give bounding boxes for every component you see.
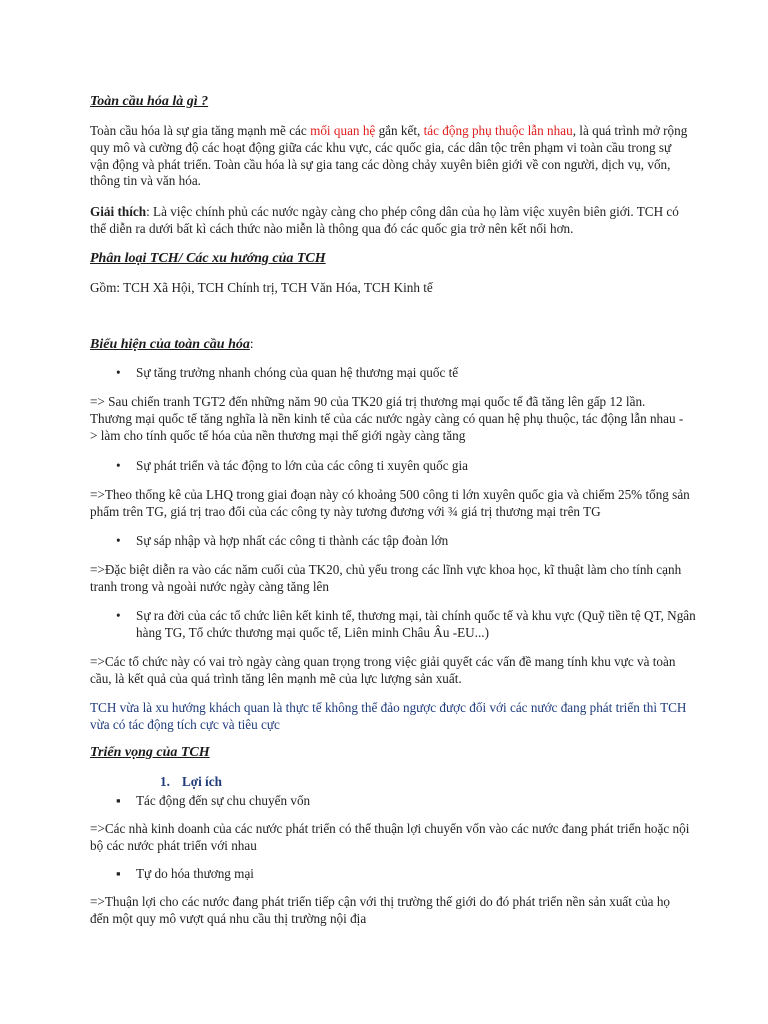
paragraph-xu-huong: TCH vừa là xu hướng khách quan là thực tế không thể đảo ngược được đối với các nước đang phát triển thì TCH vừa có tác động tích cực và tiêu cực (90, 700, 687, 732)
list-item-text: Sự phát triển và tác động to lớn của các công ti xuyên quốc gia (136, 458, 468, 473)
list-item-text: Tự do hóa thương mại (136, 866, 254, 881)
list-item-text: Sự ra đời của các tổ chức liên kết kinh tế, thương mại, tài chính quốc tế và khu vực (Quỹ tiền tệ QT, Ngân hàng TG, Tổ chức thương mại quốc tế, Liên minh Châu Âu -EU...) (136, 608, 696, 640)
list-item-text: Sự sáp nhập và hợp nhất các công ti thành các tập đoàn lớn (136, 533, 449, 548)
heading-bieu-hien: Biểu hiện của toàn cầu hóa (90, 337, 250, 352)
heading-toan-cau-hoa: Toàn cầu hóa là gì ? (90, 94, 209, 109)
paragraph-explanation (90, 204, 690, 238)
list-item-text: Tác động đến sự chu chuyển vốn (136, 793, 311, 808)
paragraph-gom: Gồm: TCH Xã Hội, TCH Chính trị, TCH Văn Hóa, TCH Kinh tế (90, 280, 433, 295)
paragraph-definition (90, 123, 690, 190)
paragraph-thuong-mai: => Sau chiến tranh TGT2 đến những năm 90 của TK20 giá trị thương mại quốc tế đã tăng lên gấp 12 lần. Thương mại quốc tế tăng nghĩa là nền kinh tế của các nước ngày càng có quan hệ phụ thuộc, tác động lẫn nhau -> làm cho tính quốc tế hóa của nền thương mại thế giới ngày càng tăng (90, 394, 684, 443)
list-item (116, 533, 696, 550)
text-segment: gắn kết, (375, 123, 424, 138)
list-item (116, 365, 696, 382)
explanation-text: : Là việc chính phủ các nước ngày càng cho phép công dân của họ làm việc xuyên biên giới. TCH có thể diễn ra dưới bất kì cách thức nào miễn là thông qua đó các quốc gia trở nên kết nối hơn. (90, 204, 679, 236)
bullet-icon: • (116, 458, 121, 473)
numbered-heading-text: Lợi ích (182, 774, 222, 789)
highlight-moi-quan-he: mối quan hệ (310, 123, 376, 138)
list-item-text: Sự tăng trưởng nhanh chóng của quan hệ thương mại quốc tế (136, 365, 459, 380)
paragraph-to-chuc: =>Các tổ chức này có vai trò ngày càng quan trọng trong việc giải quyết các vấn đề mang tính khu vực và toàn cầu, là kết quả của quá trình tăng lên mạnh mẽ của lực lượng sản xuất. (90, 654, 676, 686)
square-bullet-icon: ▪ (116, 793, 121, 808)
heading-colon: : (249, 336, 254, 351)
list-item (116, 793, 696, 810)
label-giai-thich: Giải thích (90, 204, 147, 219)
heading-phan-loai: Phân loại TCH/ Các xu hướng của TCH (90, 251, 326, 266)
paragraph-thuan-loi: =>Thuận lợi cho các nước đang phát triển tiếp cận với thị trường thế giới do đó phát triển nền sản xuất của họ đến một quy mô vượt quá nhu cầu thị trường nội địa (90, 894, 671, 926)
numbered-heading-loi-ich (160, 774, 222, 791)
text-segment: Toàn cầu hóa là sự gia tăng mạnh mẽ các (90, 123, 311, 138)
paragraph-dac-biet: =>Đặc biệt diễn ra vào các năm cuối của TK20, chủ yếu trong các lĩnh vực khoa học, kĩ thuật làm cho tính cạnh tranh trong và ngoài nước ngày càng tăng lên (90, 562, 682, 594)
square-bullet-icon: ▪ (116, 866, 121, 881)
list-item (116, 866, 696, 883)
text-segment: , là quá trình mở rộng quy mô và cường độ các hoạt động giữa các khu vực, các quốc gia, các dân tộc trên phạm vi toàn cầu trong sự vận động và phát triển. Toàn cầu hóa là sự gia tang các dòng chảy xuyên biên giới về con người, dịch vụ, vốn, thông tin và văn hóa. (90, 123, 688, 189)
bullet-icon: • (116, 608, 121, 623)
paragraph-chuyen-von: =>Các nhà kinh doanh của các nước phát triển có thể thuận lợi chuyển vốn vào các nước đang phát triển hoặc nội bộ các nước phát triển với nhau (90, 821, 690, 853)
paragraph-thong-ke: =>Theo thống kê của LHQ trong giai đoạn này có khoảng 500 công ti lớn xuyên quốc gia và chiếm 25% tổng sản phẩm trên TG, giá trị trao đổi của các công ty này tương đương với ¾ giá trị thương mại trên TG (90, 487, 690, 519)
heading-bieu-hien-line (90, 336, 690, 354)
number-label: 1. (160, 774, 170, 789)
bullet-icon: • (116, 365, 121, 380)
list-item (116, 458, 696, 475)
highlight-tac-dong: tác động phụ thuộc lẫn nhau (423, 123, 573, 138)
heading-trien-vong: Triển vọng của TCH (90, 745, 210, 760)
list-item (116, 608, 696, 642)
bullet-icon: • (116, 533, 121, 548)
